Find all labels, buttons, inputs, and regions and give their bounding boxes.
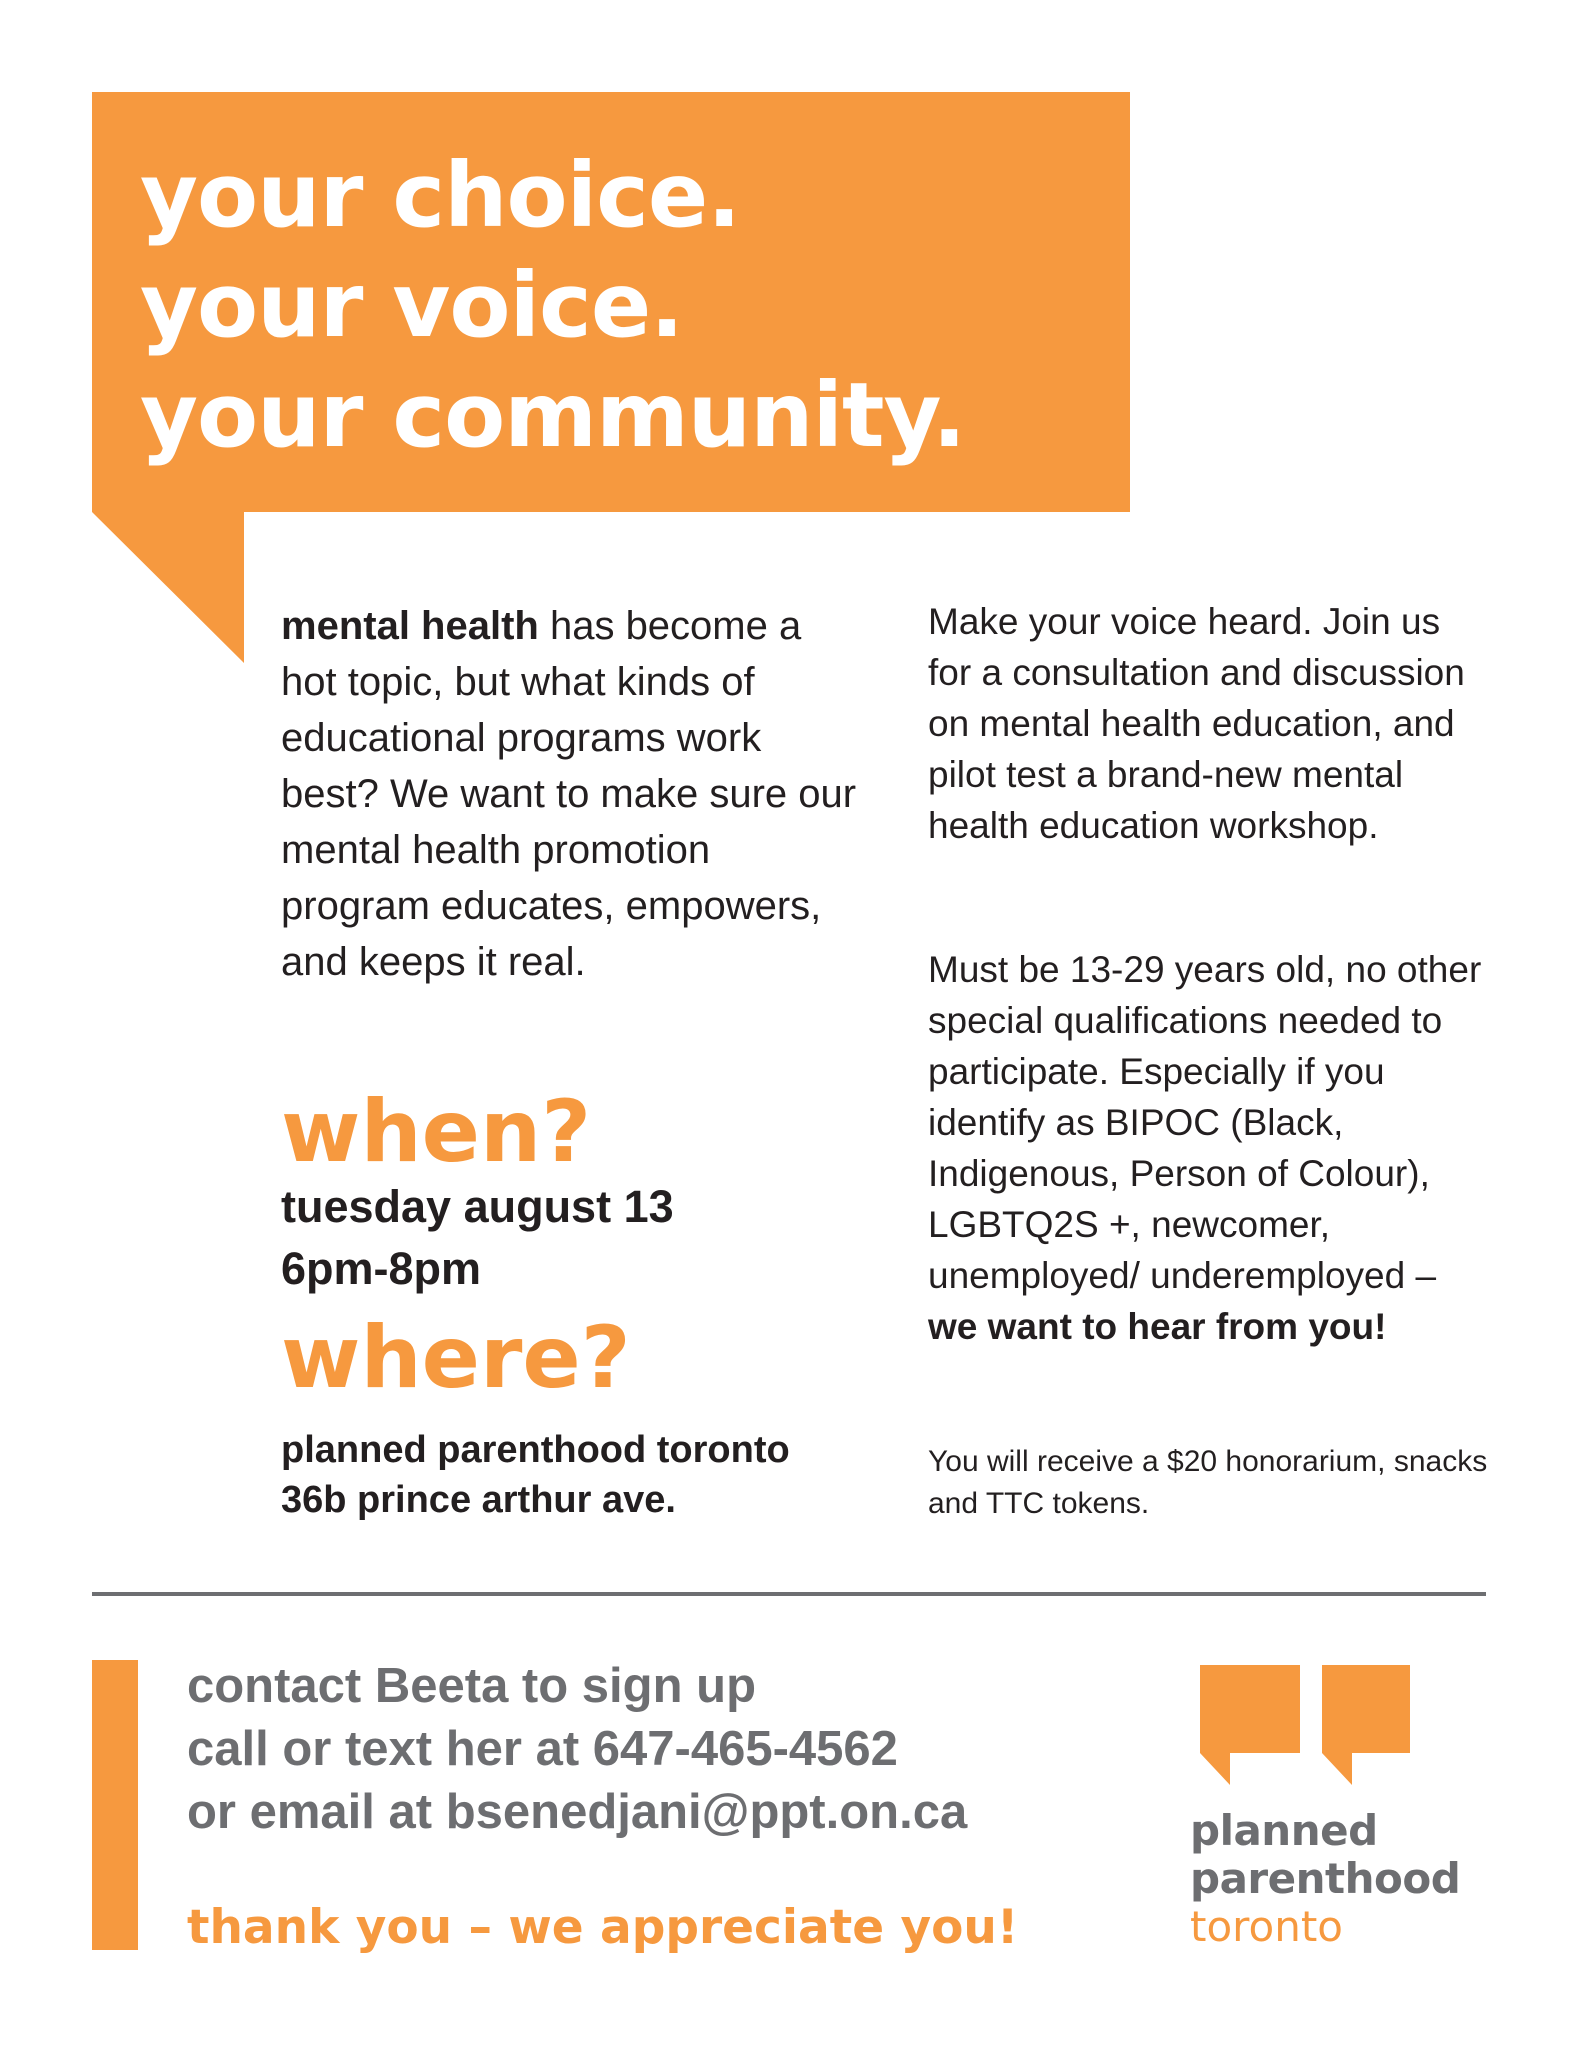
logo-word-parenthood: parenthood	[1190, 1854, 1461, 1903]
logo-word-toronto: toronto	[1190, 1902, 1343, 1951]
contact-email-line: or email at bsenedjani@ppt.on.ca	[187, 1785, 968, 1839]
event-place: planned parenthood toronto	[281, 1429, 790, 1471]
intro-paragraph	[281, 598, 861, 990]
planned-parenthood-toronto-logo	[1190, 1665, 1490, 1965]
when-heading: when?	[281, 1082, 592, 1182]
contact-phone-line: call or text her at 647-465-4562	[187, 1722, 898, 1776]
where-heading: where?	[281, 1308, 631, 1408]
intro-text: has become a hot topic, but what kinds of educational programs work best? We want to make sure our mental health promotion program educates, empowers, and keeps it real.	[281, 604, 857, 984]
logo-word-planned: planned	[1190, 1806, 1378, 1855]
headline-line-voice: your voice.	[140, 253, 683, 357]
thank-you-line: thank you – we appreciate you!	[187, 1900, 1019, 1955]
logo-wordmark	[1190, 1807, 1460, 1951]
event-time: 6pm-8pm	[281, 1243, 482, 1294]
section-divider	[92, 1592, 1486, 1596]
eligibility-paragraph	[928, 944, 1488, 1352]
join-paragraph: Make your voice heard. Join us for a consultation and discussion on mental health education, and pilot test a brand-new mental health education workshop.	[928, 601, 1465, 846]
headline	[140, 140, 1100, 470]
headline-line-choice: your choice.	[140, 143, 741, 247]
event-address: 36b prince arthur ave.	[281, 1479, 676, 1521]
contact-info	[187, 1655, 967, 1844]
event-date: tuesday august 13	[281, 1181, 674, 1232]
headline-line-community: your community.	[140, 363, 966, 467]
eligibility-text: Must be 13-29 years old, no other special qualifications needed to participate. Especially if you identify as BIPOC (Black, Indigenous, Person of Colour), LGBTQ2S +, newcomer, unemployed/ underemployed –	[928, 949, 1482, 1296]
contact-accent-bar	[92, 1660, 138, 1950]
contact-signup-line: contact Beeta to sign up	[187, 1659, 757, 1713]
intro-bold-lead: mental health	[281, 604, 539, 648]
honorarium-note: You will receive a $20 honorarium, snacks and TTC tokens.	[928, 1445, 1488, 1520]
where-details	[281, 1425, 790, 1525]
logo-bubble-right-icon	[1322, 1665, 1410, 1785]
eligibility-bold-end: we want to hear from you!	[928, 1306, 1387, 1347]
logo-bubble-left-icon	[1200, 1665, 1300, 1785]
logo-quote-bubbles-icon	[1190, 1665, 1410, 1805]
when-details	[281, 1176, 674, 1300]
